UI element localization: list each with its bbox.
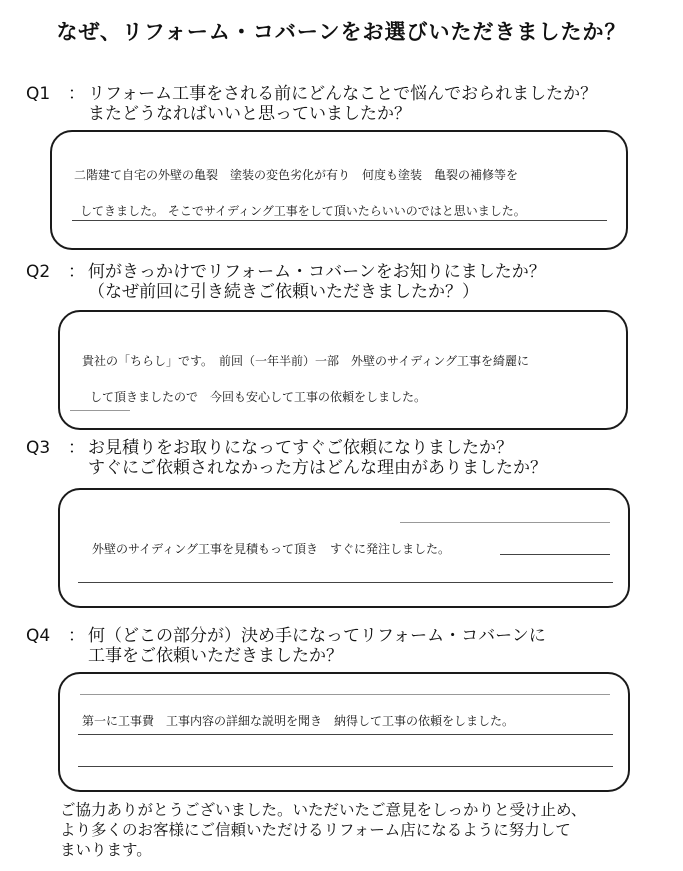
question-4	[26, 626, 546, 666]
question-number: Q4	[26, 626, 51, 646]
answer-line: 第一に工事費 工事内容の詳細な説明を聞き 納得して工事の依頼をしました。	[82, 714, 515, 728]
answer-line: してきました。 そこでサイディング工事をして頂いたらいいのではと思いました。	[80, 204, 526, 218]
answer-rule	[78, 582, 613, 583]
page-title: なぜ、リフォーム・コバーンをお選びいただきましたか？	[56, 20, 627, 44]
question-separator: ：	[68, 84, 85, 104]
closing-line: ご協力ありがとうございました。いただいたご意見をしっかりと受け止め、	[60, 801, 587, 819]
question-text-line2: またどうなればいいと思っていましたか？	[88, 104, 411, 124]
question-number: Q2	[26, 262, 51, 282]
closing-line: より多くのお客様にご信頼いただけるリフォーム店になるように努力して	[60, 821, 571, 839]
answer-rule	[78, 734, 613, 735]
question-1	[26, 84, 597, 124]
answer-rule	[500, 554, 610, 555]
answer-line: 二階建て自宅の外壁の亀裂 塗装の変色劣化が有り 何度も塗装 亀裂の補修等を	[74, 168, 519, 182]
answer-line: 外壁のサイディング工事を見積もって頂き すぐに発注しました。	[92, 542, 450, 556]
answer-box-4	[58, 672, 630, 792]
answer-box-1	[50, 130, 628, 250]
question-3	[26, 438, 547, 478]
question-text: お見積りをお取りになってすぐご依頼になりましたか？	[88, 438, 513, 458]
question-text: 何がきっかけでリフォーム・コバーンをお知りにましたか？	[88, 262, 546, 282]
question-text-line2: 工事をご依頼いただきましたか？	[88, 646, 343, 666]
closing-line: まいります。	[60, 841, 152, 859]
question-separator: ：	[68, 262, 85, 282]
answer-line: 貴社の「ちらし」です。 前回（一年半前）一部 外壁のサイディング工事を綺麗に	[82, 354, 530, 368]
answer-box-2	[58, 310, 628, 430]
question-text: 何（どこの部分が）決め手になってリフォーム・コバーンに	[88, 626, 546, 646]
answer-rule	[400, 522, 610, 523]
question-text: リフォーム工事をされる前にどんなことで悩んでおられましたか？	[88, 84, 598, 104]
question-2	[26, 262, 546, 302]
question-text-line2: （なぜ前回に引き続きご依頼いただきましたか？）	[88, 282, 479, 302]
question-separator: ：	[68, 438, 85, 458]
question-number: Q3	[26, 438, 51, 458]
answer-box-3	[58, 488, 630, 608]
answer-rule	[80, 694, 610, 695]
question-separator: ：	[68, 626, 85, 646]
answer-rule	[72, 220, 607, 221]
answer-rule	[70, 410, 130, 411]
closing-message	[60, 800, 586, 860]
answer-line: して頂きましたので 今回も安心して工事の依頼をしました。	[90, 390, 427, 404]
question-number: Q1	[26, 84, 51, 104]
question-text-line2: すぐにご依頼されなかった方はどんな理由がありましたか？	[88, 458, 547, 478]
answer-rule	[78, 766, 613, 767]
